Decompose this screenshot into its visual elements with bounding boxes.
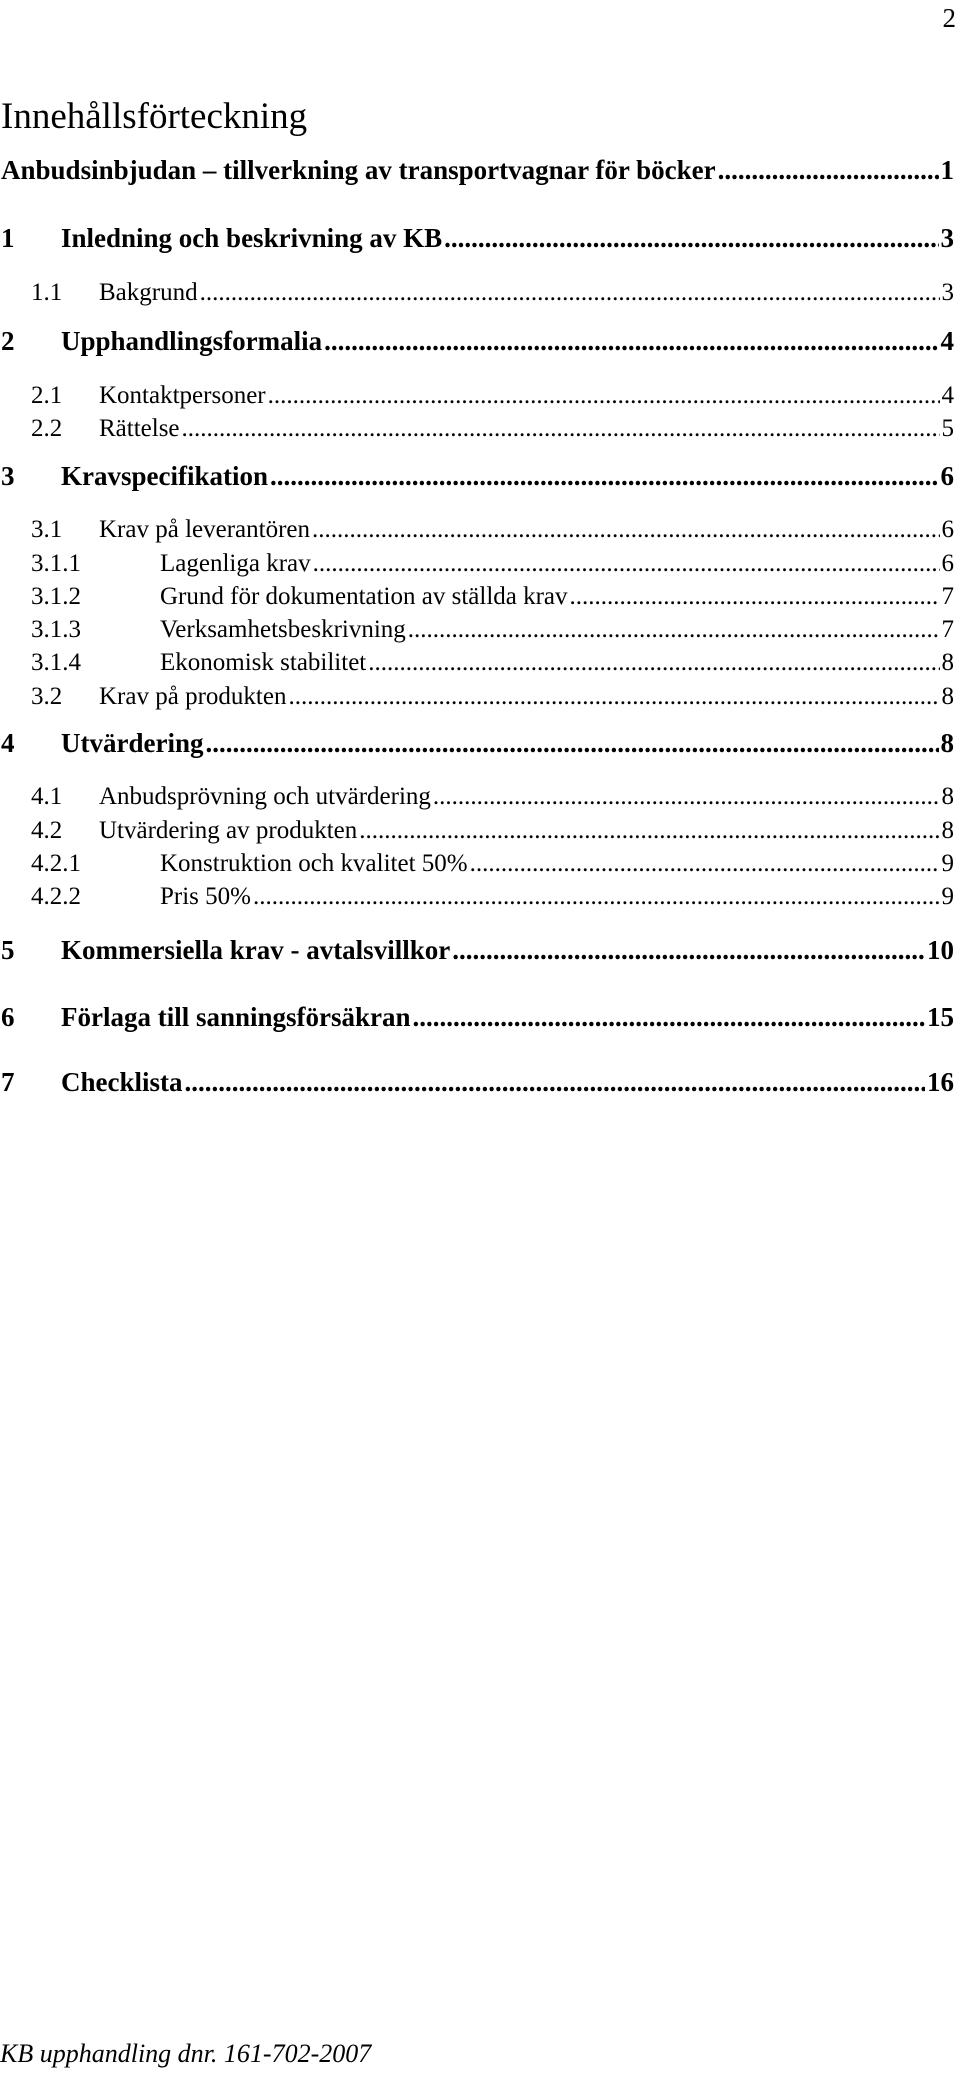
toc-entry[interactable] (1, 883, 954, 911)
toc-dot-leader (182, 415, 940, 443)
toc-dot-leader (205, 728, 938, 759)
toc-entry-number: 4.2 (31, 817, 63, 844)
toc-dot-leader (433, 783, 940, 811)
toc-entry-title: Anbudsinbjudan – tillverkning av transportvagnar för böcker (1, 155, 716, 185)
toc-entry[interactable] (1, 415, 954, 443)
toc-entry-number: 4.2.2 (31, 883, 81, 910)
toc-dot-leader (200, 279, 940, 307)
toc-entry-page: 1 (940, 155, 954, 185)
toc-entry[interactable] (1, 461, 954, 492)
toc-dot-leader (452, 935, 925, 966)
toc-dot-leader (313, 550, 940, 578)
toc-entry[interactable] (1, 550, 954, 578)
toc-entry[interactable] (1, 616, 954, 644)
toc-entry-title: Pris 50% (160, 883, 251, 910)
toc-entry-title: Förlaga till sanningsförsäkran (61, 1002, 411, 1032)
toc-entry-number: 3.1.4 (31, 649, 81, 676)
toc-entry-number: 2 (1, 326, 15, 356)
toc-entry-title: Kommersiella krav - avtalsvillkor (61, 935, 451, 965)
toc-entry-title: Bakgrund (99, 279, 198, 306)
toc-entry-title: Krav på leverantören (99, 516, 310, 543)
toc-entry-number: 7 (1, 1067, 15, 1097)
toc-entry[interactable] (1, 326, 954, 357)
toc-entry-number: 3.1.2 (31, 583, 81, 610)
toc-entry[interactable] (1, 223, 954, 254)
toc-entry-page: 16 (927, 1067, 954, 1097)
toc-entry-number: 3.1.1 (31, 550, 81, 577)
toc-entry-title: Krav på produkten (99, 683, 287, 710)
toc-entry[interactable] (1, 1067, 954, 1098)
toc-entry-page: 5 (941, 415, 954, 442)
toc-entry-number: 5 (1, 935, 15, 965)
toc-dot-leader (408, 616, 940, 644)
toc-entry-number: 1 (1, 223, 15, 253)
toc-entry-page: 4 (940, 326, 954, 356)
toc-entry-page: 8 (941, 783, 954, 810)
toc-entry-title: Ekonomisk stabilitet (160, 649, 367, 676)
toc-entry[interactable] (1, 817, 954, 845)
toc-dot-leader (185, 1067, 926, 1098)
toc-entry-page: 3 (941, 279, 954, 306)
toc-entry-page: 3 (940, 223, 954, 253)
toc-entry-title: Rättelse (99, 415, 180, 442)
toc-entry-page: 15 (927, 1002, 954, 1032)
toc-entry-title: Upphandlingsformalia (61, 326, 323, 356)
toc-entry[interactable] (1, 279, 954, 307)
toc-entry[interactable] (1, 683, 954, 711)
toc-entry-title: Utvärdering (61, 728, 204, 758)
toc-entry-title: Anbudsprövning och utvärdering (99, 783, 431, 810)
toc-entry-number: 4.2.1 (31, 850, 81, 877)
toc-dot-leader (368, 649, 939, 677)
toc-dot-leader (253, 883, 940, 911)
toc-dot-leader (470, 850, 940, 878)
toc-entry-title: Inledning och beskrivning av KB (61, 223, 443, 253)
toc-entry[interactable] (1, 583, 954, 611)
toc-entry-page: 8 (940, 728, 954, 758)
toc-entry-number: 2.1 (31, 382, 63, 409)
toc-entry-title: Kravspecifikation (61, 461, 268, 491)
toc-heading: Innehållsförteckning (1, 96, 308, 137)
toc-entry[interactable] (1, 728, 954, 759)
toc-entry-title: Utvärdering av produkten (99, 817, 358, 844)
toc-dot-leader (570, 583, 940, 611)
toc-entry-page: 8 (941, 649, 954, 676)
toc-entry[interactable] (1, 155, 954, 186)
toc-dot-leader (312, 516, 940, 544)
toc-entry-page: 8 (941, 817, 954, 844)
toc-dot-leader (288, 683, 939, 711)
toc-entry-title: Verksamhetsbeskrivning (160, 616, 406, 643)
toc-entry-page: 7 (941, 616, 954, 643)
page-number: 2 (942, 3, 956, 33)
toc-entry-title: Kontaktpersoner (99, 382, 266, 409)
toc-dot-leader (718, 155, 939, 186)
toc-entry[interactable] (1, 783, 954, 811)
toc-dot-leader (444, 223, 938, 254)
toc-entry[interactable] (1, 382, 954, 410)
toc-entry-page: 6 (941, 550, 954, 577)
toc-entry[interactable] (1, 935, 954, 966)
footer-reference: KB upphandling dnr. 161-702-2007 (0, 2039, 372, 2068)
toc-dot-leader (268, 382, 940, 410)
toc-entry-page: 7 (941, 583, 954, 610)
toc-dot-leader (413, 1002, 925, 1033)
toc-entry-title: Konstruktion och kvalitet 50% (160, 850, 468, 877)
toc-entry-number: 6 (1, 1002, 15, 1032)
toc-entry-number: 3 (1, 461, 15, 491)
toc-dot-leader (270, 461, 939, 492)
toc-entry-page: 9 (941, 850, 954, 877)
toc-entry[interactable] (1, 516, 954, 544)
toc-entry-number: 4 (1, 728, 15, 758)
toc-entry-page: 9 (941, 883, 954, 910)
toc-entry-number: 1.1 (31, 279, 63, 306)
toc-dot-leader (359, 817, 939, 845)
toc-entry-page: 4 (941, 382, 954, 409)
toc-entry-number: 4.1 (31, 783, 63, 810)
toc-entry-number: 3.1.3 (31, 616, 81, 643)
toc-entry-number: 2.2 (31, 415, 63, 442)
toc-entry-page: 6 (941, 516, 954, 543)
toc-entry-page: 10 (927, 935, 954, 965)
toc-entry-number: 3.1 (31, 516, 63, 543)
toc-entry[interactable] (1, 850, 954, 878)
toc-entry[interactable] (1, 649, 954, 677)
toc-entry-number: 3.2 (31, 683, 63, 710)
toc-entry-page: 6 (940, 461, 954, 491)
toc-entry-page: 8 (941, 683, 954, 710)
toc-entry[interactable] (1, 1002, 954, 1033)
toc-dot-leader (324, 326, 938, 357)
toc-entry-title: Checklista (61, 1067, 183, 1097)
toc-entry-title: Lagenliga krav (160, 550, 311, 577)
toc-entry-title: Grund för dokumentation av ställda krav (160, 583, 568, 610)
